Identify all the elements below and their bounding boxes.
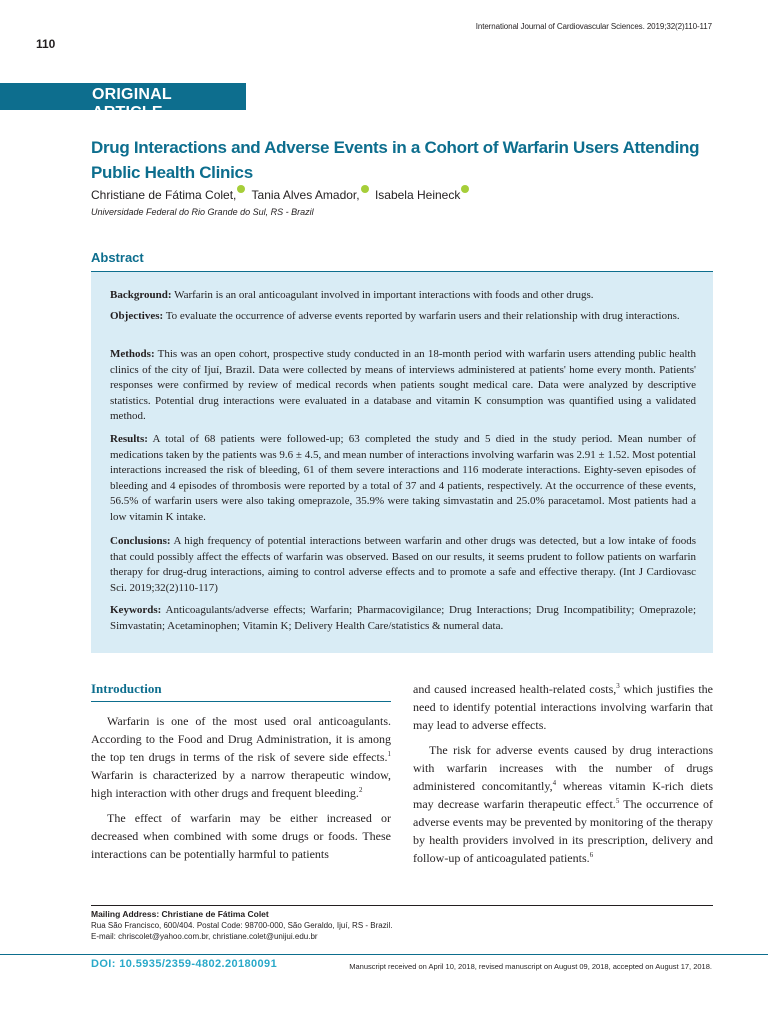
body-column-right bbox=[413, 680, 713, 874]
abstract-conclusions: Conclusions: A high frequency of potential interactions between warfarin and other drugs was detected, but a low intake of foods that could possibly affect the effects of warfarin was observed. Based on our results, it seems prudent to follow patients on warfarin therapy for drug-drug interactions, aiming to control adverse effects and to promote a safe and effective therapy. (Int J Cardiovasc Sci. 2019;32(2)110-117) bbox=[110, 535, 696, 594]
article-type-label: ORIGINAL ARTICLE bbox=[92, 86, 172, 121]
body-paragraph: The effect of warfarin may be either increased or decreased when combined with some drugs or foods. These interactions can be potentially harmful to patients bbox=[91, 811, 391, 861]
email-addresses[interactable]: E-mail: chriscolet@yahoo.com.br, christiane.colet@unijui.edu.br bbox=[91, 932, 318, 941]
introduction-heading: Introduction bbox=[91, 681, 162, 696]
postal-address: Rua São Francisco, 600/404. Postal Code: 98700-000, São Geraldo, Ijuí, RS - Brazil. bbox=[91, 921, 393, 930]
body-paragraph: Warfarin is one of the most used oral anticoagulants. According to the Food and Drug Administration, it is among the top ten drugs in terms of the risk of severe side effects.$^1$ Warfarin is characterized by a narrow therapeutic window, high interaction with other drugs and frequent bleeding.$^2$ bbox=[91, 714, 391, 800]
abstract-box bbox=[91, 272, 713, 653]
abstract-methods: Methods: This was an open cohort, prospective study conducted in an 18-month period with warfarin users attending public health clinics of the city of Ijuí, Brazil. Data were collected by means of interviews administered at patients' home every month. Patients' responses were confirmed by review of medical records when patients sought medical care. Data were analyzed by descriptive statistics. Potential drug interactions were evaluated in a database and vitamin K consumption was quantified using a validated method. bbox=[110, 348, 696, 422]
mailing-label: Mailing Address: Christiane de Fátima Colet bbox=[91, 909, 269, 919]
orcid-icon[interactable] bbox=[361, 185, 369, 193]
doi-divider bbox=[0, 954, 768, 955]
orcid-icon[interactable] bbox=[461, 185, 469, 193]
article-type-banner bbox=[0, 83, 246, 121]
footer-divider bbox=[91, 905, 713, 906]
abstract-background: Background: Warfarin is an oral anticoagulant involved in important interactions with foods and other drugs. bbox=[110, 289, 594, 301]
author-name: Christiane de Fátima Colet, bbox=[91, 188, 237, 202]
abstract-objectives: Objectives: To evaluate the occurrence of adverse events reported by warfarin users and their relationship with drug interactions. bbox=[110, 310, 680, 322]
mailing-address bbox=[91, 909, 393, 942]
page-number: 110 bbox=[36, 37, 56, 51]
manuscript-dates: Manuscript received on April 10, 2018, revised manuscript on August 09, 2018, accepted on August 17, 2018. bbox=[349, 962, 712, 971]
body-paragraph: The risk for adverse events caused by drug interactions with warfarin increases with the number of drugs administered concomitantly,$^4$ whereas vitamin K-rich diets may decrease warfarin therapeutic effect.$^5$ The occurrence of adverse events may be prevented by monitoring of the therapy by health providers involved in its prescription, delivery and follow-up of anticoagulated patients.$^6$ bbox=[413, 743, 713, 865]
doi-link[interactable]: DOI: 10.5935/2359-4802.20180091 bbox=[91, 958, 278, 970]
abstract-heading: Abstract bbox=[91, 250, 144, 265]
body-paragraph: and caused increased health-related costs,$^3$ which justifies the need to identify potential interactions involving warfarin that may lead to adverse effects. bbox=[413, 682, 713, 732]
abstract-keywords: Keywords: Anticoagulants/adverse effects; Warfarin; Pharmacovigilance; Drug Interactions; Drug Incompatibility; Omeprazole; Simvastatin; Acetaminophen; Vitamin K; Delivery Health Care/statistics & numeral data. bbox=[110, 604, 696, 632]
affiliation: Universidade Federal do Rio Grande do Sul, RS - Brazil bbox=[91, 207, 314, 217]
journal-citation: International Journal of Cardiovascular Sciences. 2019;32(2)110-117 bbox=[475, 22, 712, 31]
author-name: Tania Alves Amador, bbox=[251, 188, 360, 202]
author-list bbox=[91, 186, 472, 202]
introduction-divider bbox=[91, 701, 391, 702]
body-column-left bbox=[91, 712, 391, 870]
orcid-icon[interactable] bbox=[237, 185, 245, 193]
abstract-results: Results: A total of 68 patients were followed-up; 63 completed the study and 5 died in the study period. Mean number of medications taken by the patients was 9.6 ± 4.5, and mean number of interactions involving warfarin was 2.91 ± 1.52. Most potential interactions increased the risk of bleeding, 61 of them severe interactions and 116 moderate interactions. Eighty-seven episodes of bleeding and 4 episodes of thrombosis were reported by a total of 37 and 4 patients, respectively. At the occurrence of these events, 56.5% of warfarin users were also taking omeprazole, 35.9% were taking simvastatin and 25.0% paracetamol. Most patients had a low vitamin K intake. bbox=[110, 433, 696, 523]
article-title: Drug Interactions and Adverse Events in a Cohort of Warfarin Users Attending Public Health Clinics bbox=[91, 138, 700, 182]
author-name: Isabela Heineck bbox=[374, 188, 461, 202]
